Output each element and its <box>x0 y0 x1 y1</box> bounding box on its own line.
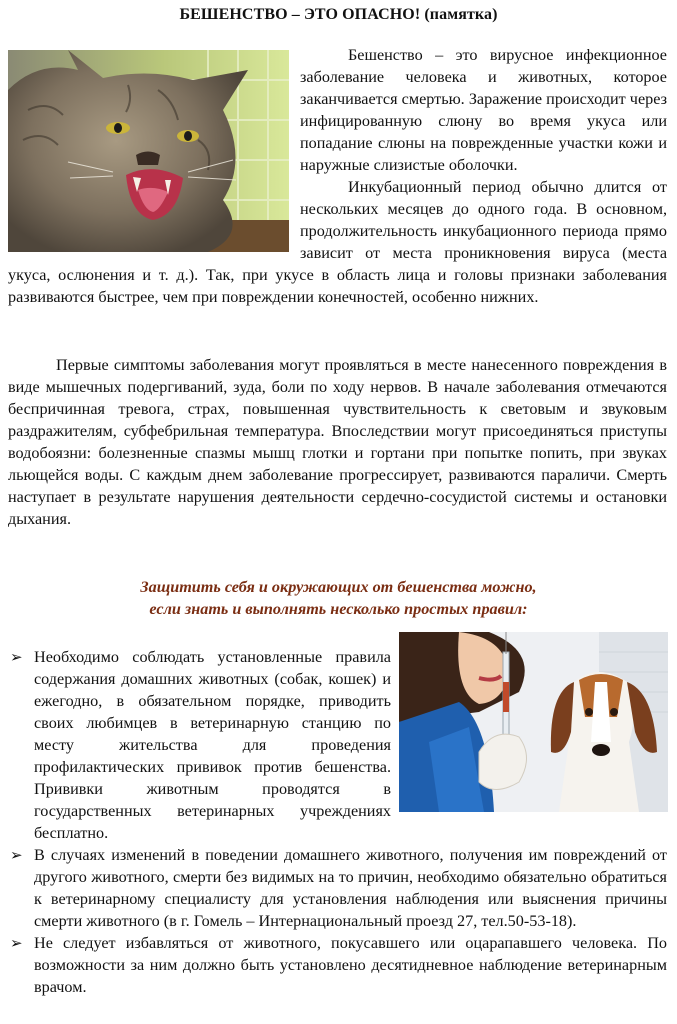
vet-image-space <box>391 646 667 818</box>
rules-heading-line-2: если знать и выполнять несколько простых правил: <box>149 600 528 618</box>
intro-section <box>8 44 667 308</box>
rule-text-vaccination: Необходимо соблюдать установленные правила содержания домашних животных (собак, кошек) и ежегодно, в обязательном порядке, приводить своих любимцев в ветеринарную станцию по месту жительства для проведения профилактических прививок против бешенства. Прививки животным проводятся в государственных ветеринарных учреждениях бесплатно. <box>34 648 391 842</box>
rule-text-behavior-change: В случаях изменений в поведении домашнего животного, получения им повреждений от другого животного, смерти без видимых на то причин, необходимо обязательно обратиться к ветеринарному специалисту для установления наблюдения или выяснения причины смерти животного (в г. Гомель – Интернациональный проезд 27, тел.50-53-18). <box>34 846 667 930</box>
rule-item <box>8 646 667 844</box>
intro-paragraph-definition: Бешенство – это вирусное инфекционное заболевание человека и животных, которое заканчивается смертью. Заражение происходит через инфицированную слюну во время укуса или попадание слюны на поврежденные участки кожи и наружные слизистые оболочки. <box>300 46 667 174</box>
rule-item <box>8 844 667 932</box>
rules-heading-line-1: Защитить себя и окружающих от бешенства можно, <box>140 578 537 596</box>
cat-image-space <box>8 44 300 249</box>
intro-paragraph-incubation: Инкубационный период обычно длится от нескольких месяцев до одного года. В основном, продолжительность инкубационного периода прямо зависит от места проникновения вируса (места укуса, ослюнения и т. д.). Так, при укусе в область лица и головы признаки заболевания развиваются быстрее, чем при повреждении конечностей, особенно нижних. <box>8 178 667 306</box>
rule-item <box>8 932 667 998</box>
rules-heading <box>0 576 677 620</box>
rule-text-observation: Не следует избавляться от животного, покусавшего или оцарапавшего человека. По возможности за ним должно быть установлено десятидневное наблюдение ветеринарным врачом. <box>34 934 667 996</box>
page-title: БЕШЕНСТВО – ЭТО ОПАСНО! (памятка) <box>179 6 498 23</box>
symptoms-paragraph: Первые симптомы заболевания могут проявляться в месте нанесенного повреждения в виде мышечных подергиваний, зуда, боли по ходу нервов. В начале заболевания отмечаются беспричинная тревога, страх, повышенная чувствительность к световым и звуковым раздражителям, субфебрильная температура. Впоследствии могут присоединяться приступы водобоязни: болезненные спазмы мышц глотки и гортани при попытке попить, при звуках льющейся воды. С каждым днем заболевание прогрессирует, развиваются параличи. Смерть наступает в результате нарушения деятельности сердечно-сосудистой системы и остановки дыхания. <box>8 356 667 528</box>
symptoms-section <box>8 354 667 530</box>
rules-list <box>8 646 667 998</box>
arrow-bullet-icon: ➢ <box>10 846 23 864</box>
arrow-bullet-icon: ➢ <box>10 648 23 666</box>
arrow-bullet-icon: ➢ <box>10 934 23 952</box>
